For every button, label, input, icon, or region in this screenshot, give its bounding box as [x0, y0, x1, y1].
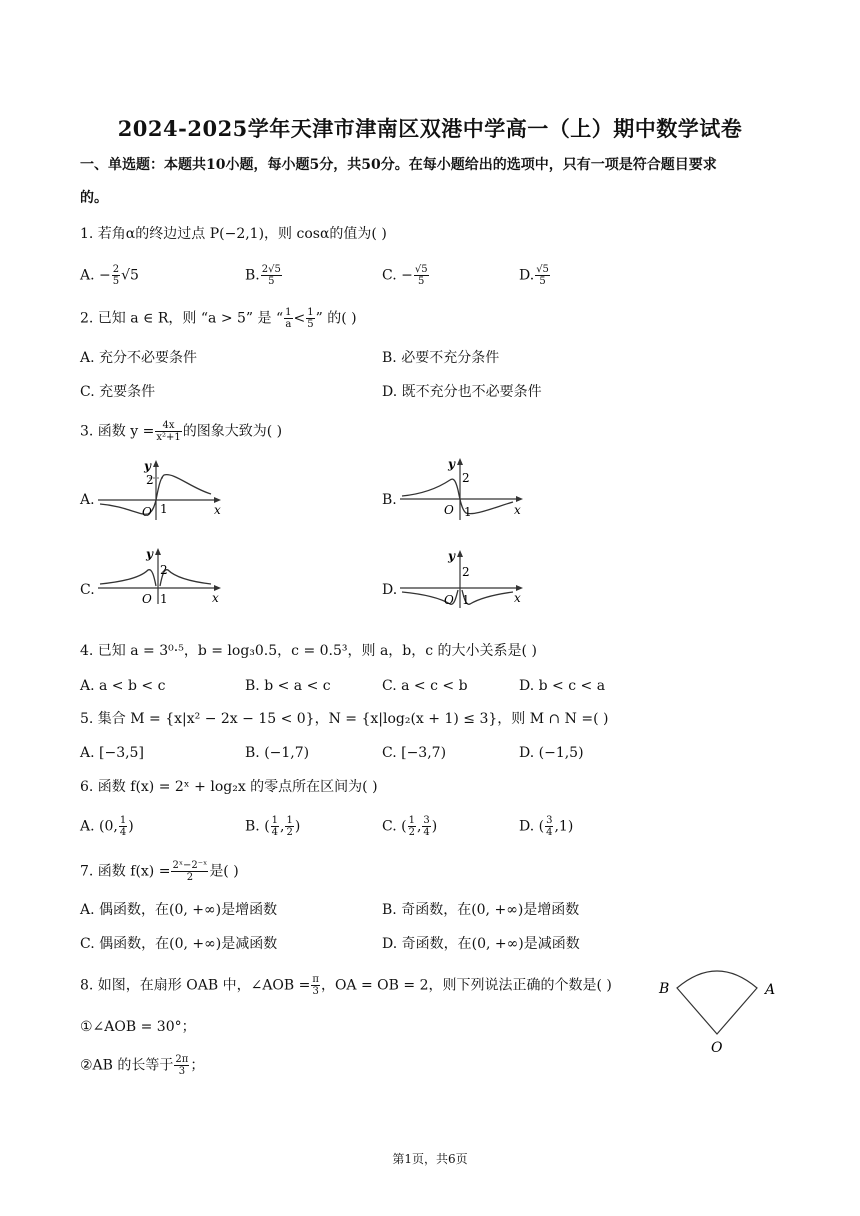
q4-stem: 4. 已知 a = 3⁰·⁵，b = log₃0.5，c = 0.5³，则 a，b，c 的大小关系是( ) — [80, 643, 537, 659]
q8-statement-2: ②AB 的长等于 $\frac{2\pi}{3}$ ； — [80, 1054, 205, 1077]
q3-a-y-label: y — [144, 459, 151, 473]
sector-label-a: A — [765, 982, 776, 998]
q2-option-d: D. 既不充分也不必要条件 — [382, 384, 542, 400]
page-footer: 第1页，共6页 — [392, 1152, 468, 1166]
sector-label-b: B — [659, 981, 670, 997]
q3-d-y-label: y — [448, 549, 455, 563]
q3-graph-d — [398, 548, 533, 610]
q3-d-o-label: O — [444, 593, 454, 607]
q1-stem: 1. 若角α的终边过点 P(−2,1)，则 cosα的值为( ) — [80, 226, 387, 242]
q3-d-2-label: 2 — [462, 565, 470, 579]
q3-option-d: D. — [382, 582, 398, 598]
q3-c-1-label: 1 — [160, 592, 168, 606]
q2-stem: 2. 已知 a ∈ R，则 “a > 5” 是 “ $\frac{1}{a}$ < $\frac{1}{5}$ ” 的( ) — [80, 307, 357, 330]
q3-option-c: C. — [80, 582, 95, 598]
q7-option-b: B. 奇函数，在(0, +∞)是增函数 — [382, 902, 580, 918]
q4-option-c: C. a < c < b — [382, 678, 468, 694]
q7-stem: 7. 函数 f(x) = $\frac{\text{2ˣ−2⁻ˣ}}{2}$ 是( ) — [80, 860, 239, 883]
q3-stem: 3. 函数 y = $\frac{4x}{\text{x²+1}}$ 的图象大致为( ) — [80, 420, 283, 443]
q3-c-y-label: y — [146, 547, 153, 561]
q3-graph-a — [96, 458, 231, 523]
page-title: 2024-2025学年天津市津南区双港中学高一（上）期中数学试卷 — [117, 116, 743, 141]
q6-option-d: D. ( $\frac{3}{4}$ ,1) — [519, 815, 574, 838]
q4-option-b: B. b < a < c — [245, 678, 331, 694]
q4-option-d: D. b < c < a — [519, 678, 606, 694]
q6-stem: 6. 函数 f(x) = 2ˣ + log₂x 的零点所在区间为( ) — [80, 779, 378, 795]
q1-option-d: D. $\frac{√5}{5}$ — [519, 264, 549, 287]
q5-option-a: A. [−3,5] — [80, 745, 144, 761]
q3-b-y-label: y — [448, 457, 455, 471]
q8-sector-figure — [655, 962, 785, 1057]
q3-a-o-label: O — [142, 505, 152, 519]
q3-b-2-label: 2 — [462, 471, 470, 485]
section-heading: 一、单选题：本题共10小题，每小题5分，共50分。在每小题给出的选项中，只有一项是符合题目要求 — [80, 157, 717, 173]
q8-statement-1: ①∠AOB = 30°； — [80, 1019, 196, 1035]
q3-c-x-label: x — [212, 591, 219, 605]
q6-option-b: B. ( $\frac{1}{4}$ , $\frac{1}{2}$ ) — [245, 815, 301, 838]
q1-option-a: A. − $\frac{2}{5}$ √5 — [80, 264, 139, 287]
q7-option-d: D. 奇函数，在(0, +∞)是减函数 — [382, 936, 580, 952]
q3-b-o-label: O — [444, 503, 454, 517]
q3-d-x-label: x — [514, 591, 521, 605]
q8-stem: 8. 如图，在扇形 OAB 中，∠AOB = $\frac{\pi}{3}$ ，OA = OB = 2，则下列说法正确的个数是( ) — [80, 974, 612, 997]
q2-option-b: B. 必要不充分条件 — [382, 350, 500, 366]
q3-graph-c — [96, 546, 231, 608]
q7-option-a: A. 偶函数，在(0, +∞)是增函数 — [80, 902, 278, 918]
sector-label-o: O — [711, 1040, 723, 1056]
q1-option-c: C. − $\frac{√5}{5}$ — [382, 264, 428, 287]
q5-option-c: C. [−3,7) — [382, 745, 447, 761]
q6-option-c: C. ( $\frac{1}{2}$ , $\frac{3}{4}$ ) — [382, 815, 438, 838]
q5-stem: 5. 集合 M = {x|x² − 2x − 15 < 0}，N = {x|log₂(x + 1) ≤ 3}，则 M ∩ N =( ) — [80, 711, 609, 727]
section-heading-cont: 的。 — [80, 190, 108, 206]
q7-option-c: C. 偶函数，在(0, +∞)是减函数 — [80, 936, 278, 952]
q3-b-x-label: x — [514, 503, 521, 517]
q5-option-b: B. (−1,7) — [245, 745, 310, 761]
q3-b-1-label: 1 — [464, 505, 472, 519]
q2-option-a: A. 充分不必要条件 — [80, 350, 198, 366]
q3-option-a: A. — [80, 492, 95, 508]
q1-option-b: B. $\frac{2√5}{5}$ — [245, 264, 281, 287]
q2-option-c: C. 充要条件 — [80, 384, 156, 400]
q3-d-1-label: 1 — [462, 593, 470, 607]
q3-option-b: B. — [382, 492, 397, 508]
q3-a-x-label: x — [214, 503, 221, 517]
q3-a-2-label: 2 — [146, 473, 154, 487]
q3-a-1-label: 1 — [160, 502, 168, 516]
q6-option-a: A. (0, $\frac{1}{4}$ ) — [80, 815, 134, 838]
q3-graph-b — [398, 456, 533, 522]
q3-c-2-label: 2 — [160, 563, 168, 577]
q3-c-o-label: O — [142, 592, 152, 606]
q4-option-a: A. a < b < c — [80, 678, 166, 694]
q5-option-d: D. (−1,5) — [519, 745, 584, 761]
